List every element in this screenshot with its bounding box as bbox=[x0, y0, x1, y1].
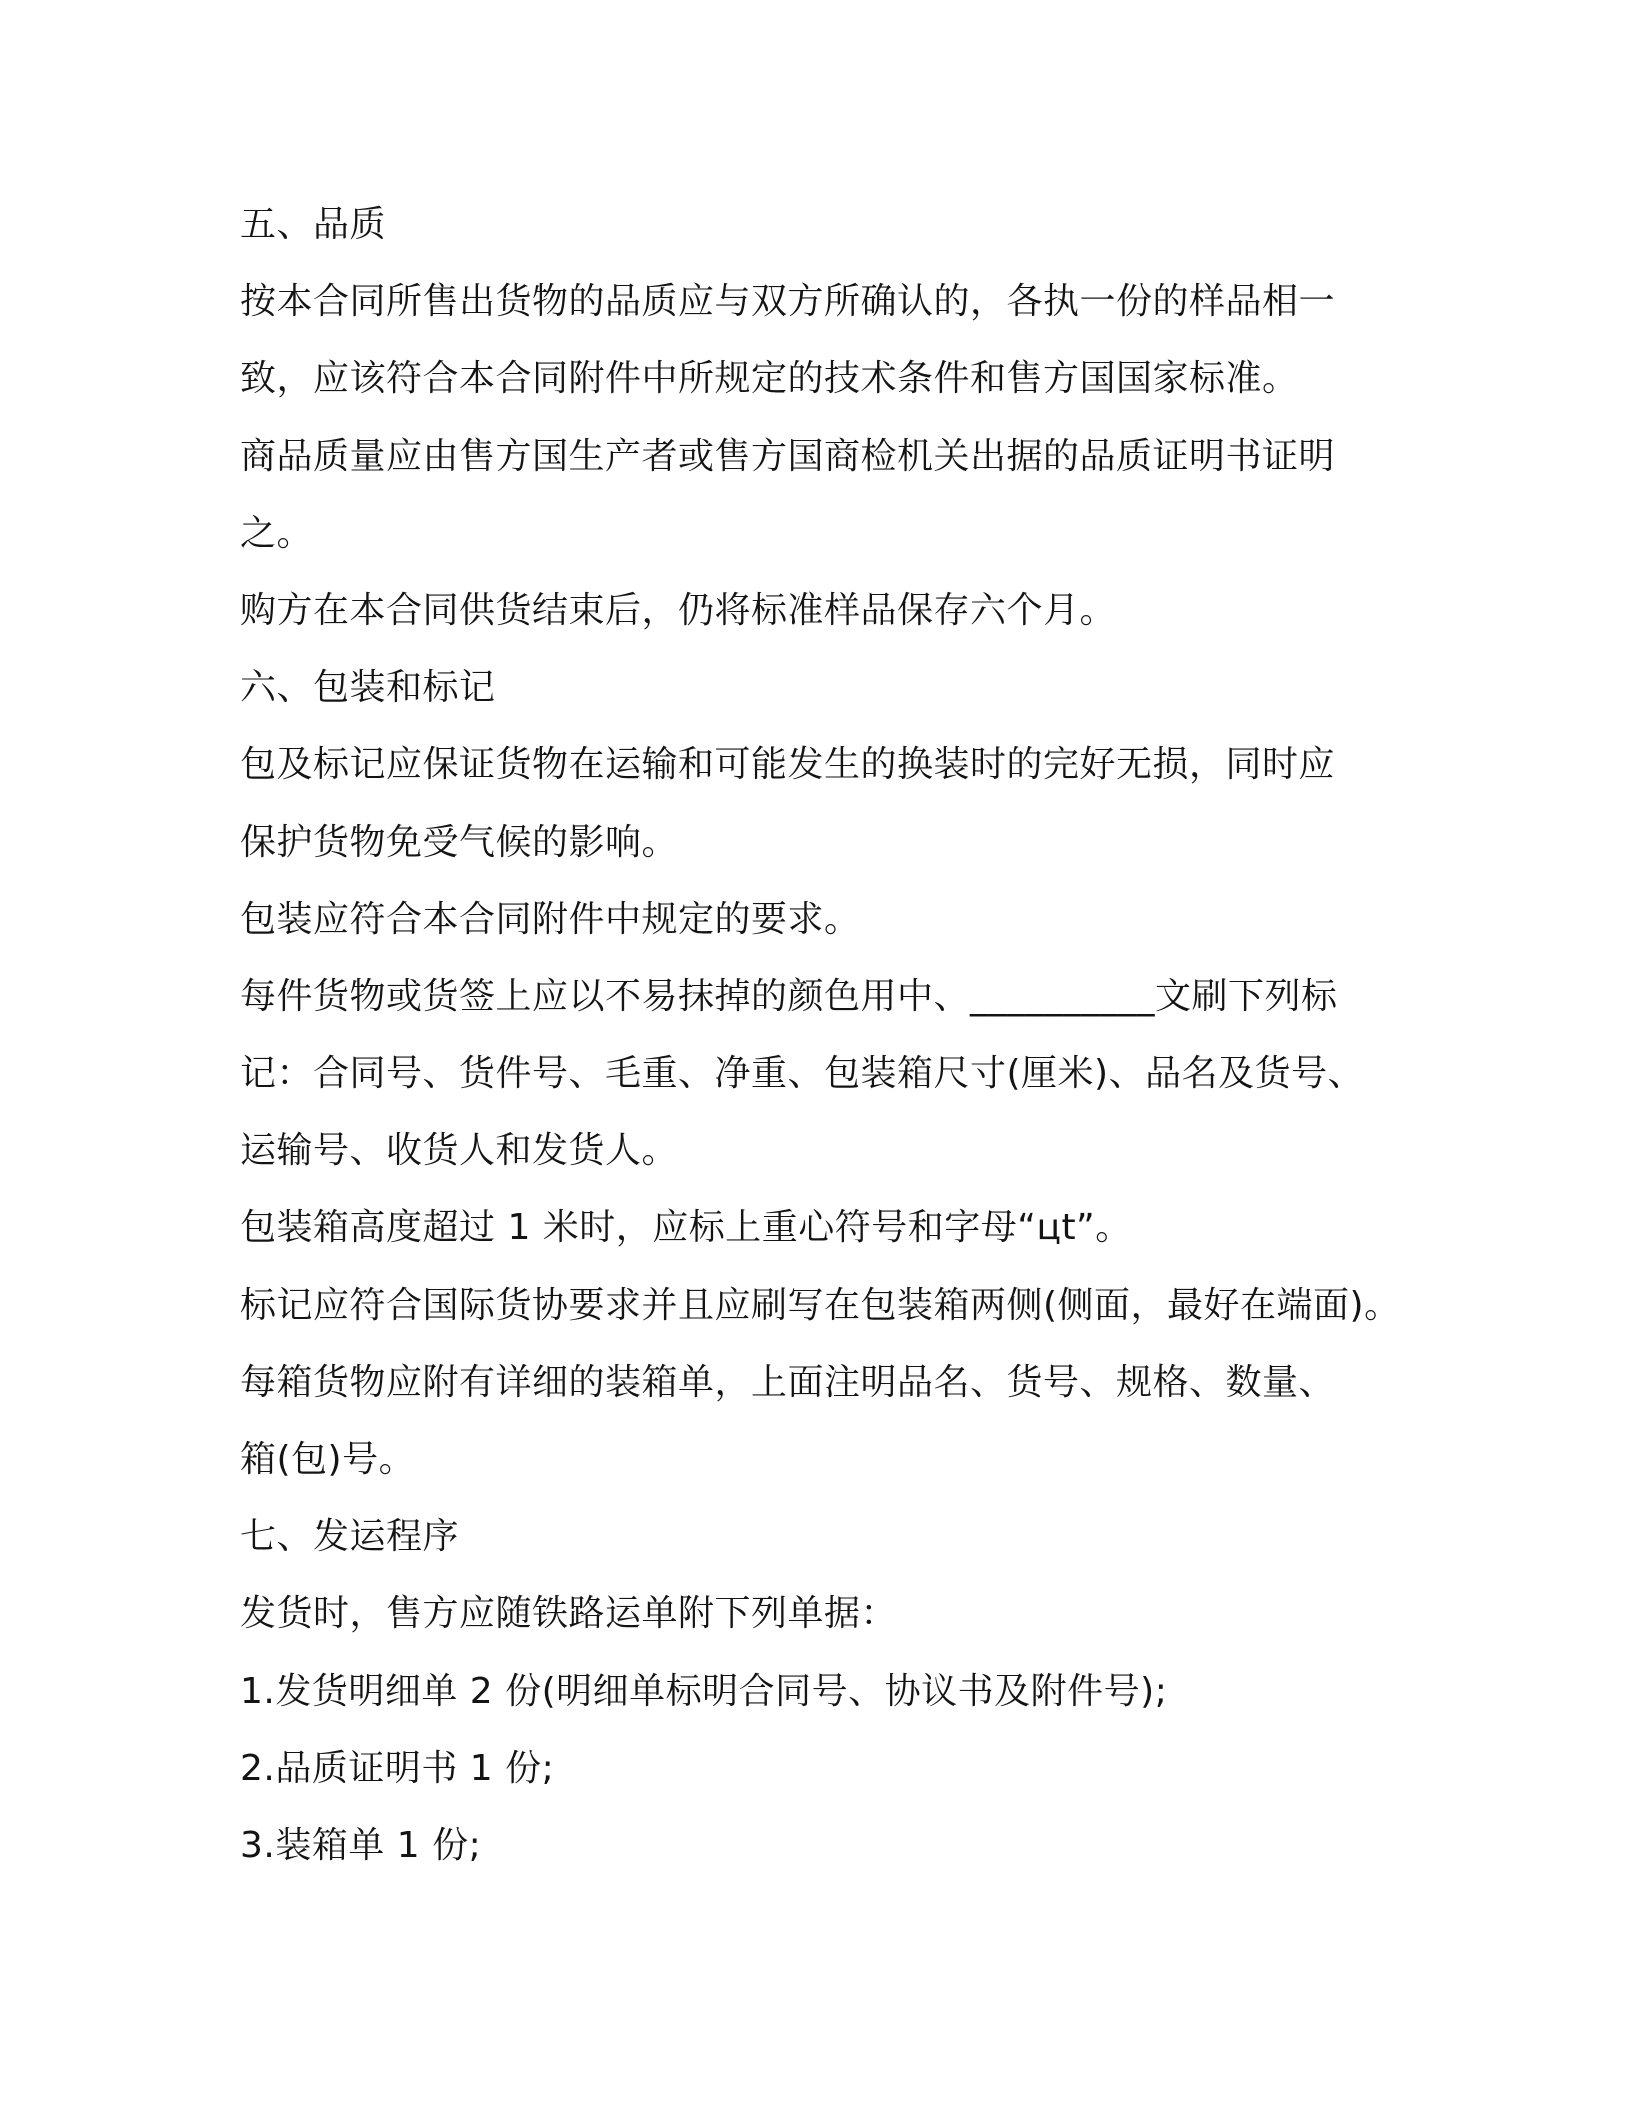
paragraph-line: 包及标记应保证货物在运输和可能发生的换装时的完好无损，同时应 bbox=[240, 744, 1336, 786]
paragraph-line: 按本合同所售出货物的品质应与双方所确认的，各执一份的样品相一 bbox=[240, 281, 1336, 323]
list-item: 2.品质证明书 1 份; bbox=[240, 1747, 555, 1789]
paragraph-line: 商品质量应由售方国生产者或售方国商检机关出据的品质证明书证明 bbox=[240, 435, 1336, 477]
paragraph-line: 记：合同号、货件号、毛重、净重、包装箱尺寸(厘米)、品名及货号、 bbox=[240, 1053, 1365, 1095]
section-heading-packaging: 六、包装和标记 bbox=[240, 667, 496, 709]
section-heading-quality: 五、品质 bbox=[240, 204, 387, 245]
paragraph-line: 标记应符合国际货协要求并且应刷写在包装箱两侧(侧面，最好在端面)。 bbox=[240, 1284, 1401, 1326]
document-body bbox=[240, 186, 1410, 1884]
paragraph-line: 每件货物或货签上应以不易抹掉的颜色用中、__________文刷下列标 bbox=[240, 975, 1338, 1017]
paragraph-line: 箱(包)号。 bbox=[240, 1439, 416, 1480]
paragraph-line: 保护货物免受气候的影响。 bbox=[240, 821, 679, 863]
paragraph-line: 之。 bbox=[240, 512, 314, 554]
section-heading-shipping: 七、发运程序 bbox=[240, 1516, 460, 1558]
paragraph-line: 包装箱高度超过 1 米时，应标上重心符号和字母“цt”。 bbox=[240, 1207, 1132, 1249]
paragraph-line: 运输号、收货人和发货人。 bbox=[240, 1130, 679, 1172]
paragraph-line: 每箱货物应附有详细的装箱单，上面注明品名、货号、规格、数量、 bbox=[240, 1361, 1336, 1403]
list-item: 1.发货明细单 2 份(明细单标明合同号、协议书及附件号); bbox=[240, 1670, 1168, 1712]
paragraph-line: 致，应该符合本合同附件中所规定的技术条件和售方国国家标准。 bbox=[240, 358, 1299, 400]
list-item: 3.装箱单 1 份; bbox=[240, 1824, 482, 1866]
paragraph-line: 发货时，售方应随铁路运单附下列单据： bbox=[240, 1593, 898, 1635]
paragraph-line: 购方在本合同供货结束后，仍将标准样品保存六个月。 bbox=[240, 589, 1117, 631]
paragraph-line: 包装应符合本合同附件中规定的要求。 bbox=[240, 898, 861, 940]
